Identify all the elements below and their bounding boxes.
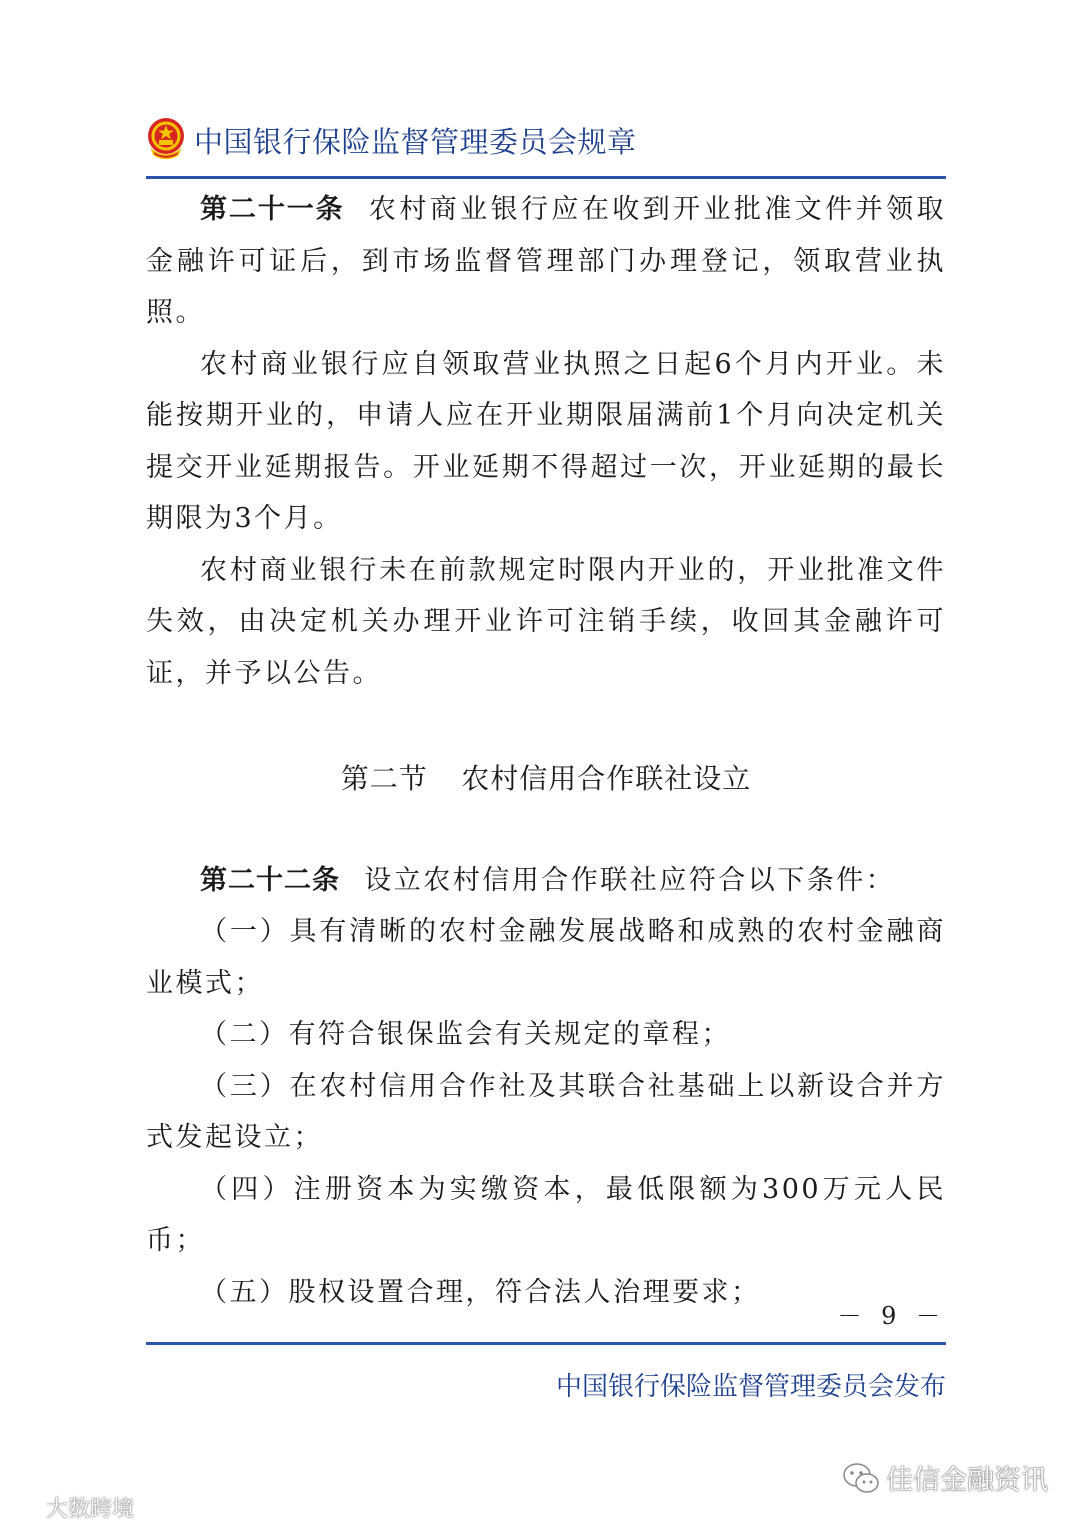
article-21-paragraph-2: 农村商业银行应自领取营业执照之日起6个月内开业。未能按期开业的，申请人应在开业期限届满前1个月向决定机关提交开业延期报告。开业延期不得超过一次，开业延期的最长期限为3个月。 [146, 348, 946, 534]
article-22-heading: 第二十二条 [200, 864, 340, 896]
header-rule [146, 176, 946, 179]
section-name: 农村信用合作联社设立 [461, 762, 752, 795]
watermark-left [4, 1492, 134, 1523]
article-22-item-2: （二）有符合银保监会有关规定的章程； [200, 1019, 731, 1050]
article-22-item-5: （五）股权设置合理，符合法人治理要求； [200, 1276, 761, 1308]
article-21-heading: 第二十一条 [200, 194, 345, 225]
watermark-left-text: 大数跨境 [46, 1497, 135, 1522]
dashuju-logo-icon [4, 1498, 42, 1520]
document-body [146, 184, 946, 1318]
watermark-right [842, 1458, 1048, 1498]
section-number: 第二节 [340, 762, 428, 795]
article-22-item-4: （四）注册资本为实缴资本，最低限额为300万元人民币； [146, 1173, 946, 1256]
article-21-paragraph-1: 第二十一条 农村商业银行应在收到开业批准文件并领取金融许可证后，到市场监督管理部门办理登记，领取营业执照。 [146, 194, 946, 328]
watermark-right-text: 佳信金融资讯 [886, 1465, 1048, 1496]
page-number: － 9 － [837, 1302, 946, 1330]
section-title [146, 753, 946, 805]
article-22-item-3: （三）在农村信用合作社及其联合社基础上以新设合并方式发起设立； [146, 1070, 946, 1153]
wechat-icon [842, 1461, 880, 1497]
footer-rule [146, 1342, 946, 1345]
header-title: 中国银行保险监督管理委员会规章 [194, 125, 637, 159]
article-22-intro: 第二十二条 设立农村信用合作联社应符合以下条件： [200, 864, 896, 896]
footer-publisher: 中国银行保险监督管理委员会发布 [555, 1372, 946, 1402]
page-header [146, 116, 946, 164]
national-emblem-icon [146, 116, 186, 160]
article-22-item-1: （一）具有清晰的农村金融发展战略和成熟的农村金融商业模式； [146, 916, 946, 999]
article-21-paragraph-3: 农村商业银行未在前款规定时限内开业的，开业批准文件失效，由决定机关办理开业许可注销手续，收回其金融许可证，并予以公告。 [146, 554, 946, 689]
